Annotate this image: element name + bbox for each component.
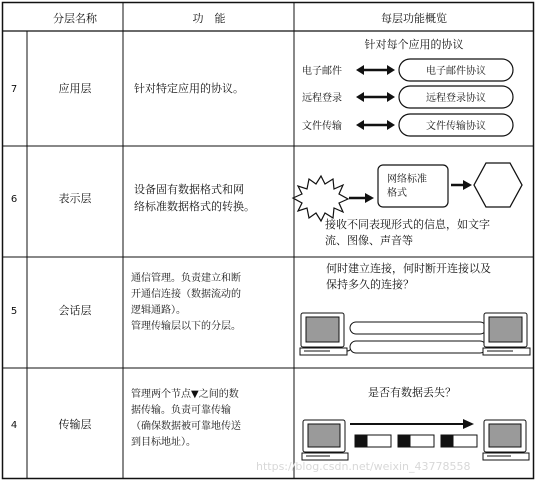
row-application-layer	[11, 37, 513, 136]
layer-name: 应用层	[58, 82, 92, 95]
overview-caption-line: 保持多久的连接？	[326, 278, 414, 291]
hexagon-icon	[474, 163, 522, 207]
box-label-line: 网络标准	[387, 174, 427, 185]
computer-icon	[483, 420, 529, 460]
layer-function-line: （确保数据被可靠地传送	[131, 421, 241, 432]
app-label: 文件传输	[302, 121, 342, 132]
layer-function-line: 通信管理。负责建立和断	[131, 273, 241, 284]
double-arrow	[356, 120, 395, 130]
overview-caption: 针对每个应用的协议	[364, 38, 464, 51]
layer-number: 4	[10, 420, 18, 431]
layer-function-line: 设备固有数据格式和网	[134, 183, 244, 196]
network-standard-format-box	[378, 165, 448, 207]
layer-name: 会话层	[58, 304, 92, 317]
layer-name: 传输层	[58, 418, 92, 431]
row-transport-layer	[11, 385, 529, 460]
right-arrow	[349, 193, 374, 203]
overview-caption-line: 何时建立连接，何时断开连接以及	[326, 262, 491, 275]
layer-function-line: 管理两个节点▼之间的数	[131, 389, 239, 400]
right-arrow	[350, 419, 474, 429]
layer-function: 针对特定应用的协议。	[134, 82, 244, 95]
layer-function-line: 到目标地址）。	[131, 437, 196, 448]
layer-function-line: 络标准数据格式的转换。	[134, 200, 255, 213]
overview-caption: 是否有数据丢失？	[368, 386, 456, 399]
computer-icon	[300, 313, 352, 355]
row-presentation-layer	[11, 163, 522, 247]
overview-caption-line: 接收不同表现形式的信息，如文字	[325, 218, 490, 231]
layer-number: 5	[10, 306, 18, 317]
layer-name: 表示层	[58, 192, 92, 205]
layer-function-line: 逻辑通路）。	[131, 305, 186, 316]
protocol-pair	[302, 114, 513, 136]
right-arrow	[451, 180, 472, 190]
protocol-label: 文件传输协议	[426, 121, 486, 132]
protocol-label: 电子邮件协议	[426, 66, 486, 77]
header-function: 功 能	[192, 12, 226, 25]
app-label: 电子邮件	[302, 66, 342, 77]
protocol-pair	[302, 86, 513, 108]
layer-function-line: 据传输。负责可靠传输	[131, 405, 231, 416]
computer-icon	[302, 420, 348, 460]
row-session-layer	[11, 261, 530, 355]
header-overview: 每层功能概览	[381, 12, 447, 25]
protocol-pair	[302, 59, 513, 81]
layer-function-line: 管理传输层以下的分层。	[131, 321, 241, 332]
protocol-label: 远程登录协议	[426, 93, 486, 104]
app-label: 远程登录	[302, 93, 342, 104]
double-arrow	[356, 65, 395, 75]
watermark: https://blog.csdn.net/weixin_43778558	[256, 460, 471, 473]
double-arrow	[356, 92, 395, 102]
computer-icon	[483, 313, 530, 355]
overview-caption-line: 流、图像、声音等	[325, 234, 413, 247]
box-label-line: 格式	[387, 188, 407, 199]
data-packets	[355, 435, 477, 447]
layer-number: 6	[10, 194, 18, 205]
starburst-icon	[293, 176, 348, 221]
layer-function-line: 开通信连接（数据流动的	[131, 289, 241, 300]
layer-number: 7	[10, 84, 18, 95]
connection-pipe	[350, 322, 486, 353]
table-header	[53, 11, 447, 25]
header-layer-name: 分层名称	[53, 12, 97, 25]
